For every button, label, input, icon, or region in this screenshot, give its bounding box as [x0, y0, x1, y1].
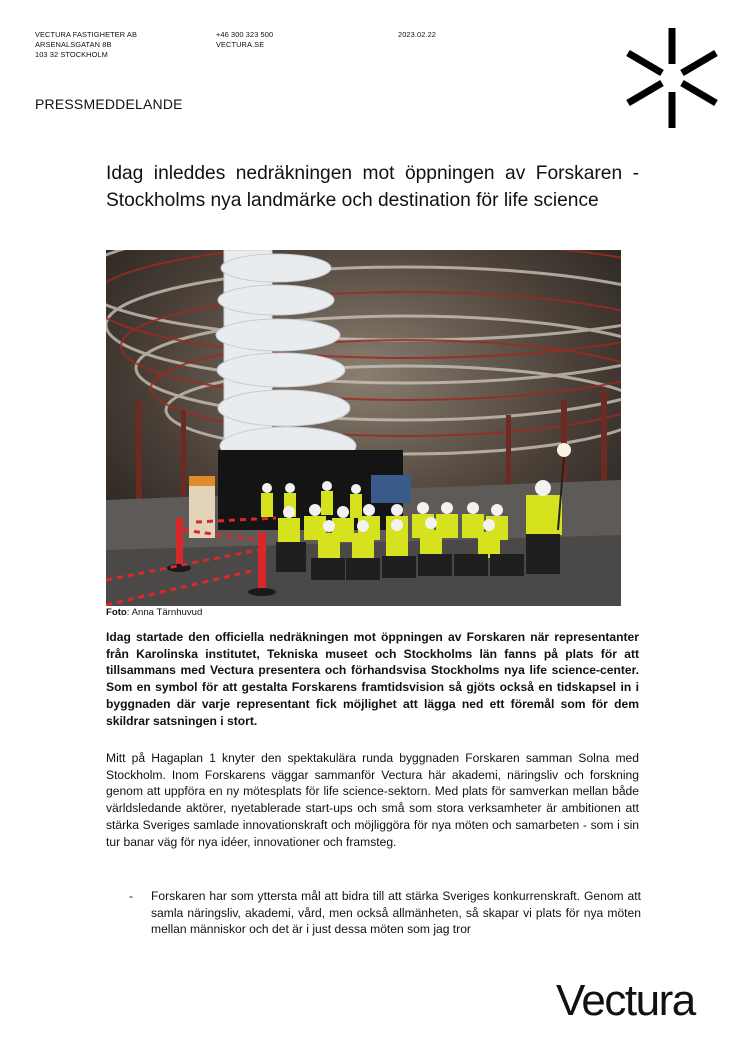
sender-street: ARSENALSGATAN 8B: [35, 40, 112, 49]
sender-company: VECTURA FASTIGHETER AB: [35, 30, 137, 39]
sender-phone: +46 300 323 500: [216, 30, 274, 39]
bullet-text: Forskaren har som yttersta mål att bidra till att stärka Sveriges konkurrenskraft. Genom att samla näringsliv, akademi, vård, men också allmänheten, så skapar vi plats för nya möten mellan människor och det är i just dessa möten som jag tror: [151, 889, 641, 937]
date-text: 2023.02.22: [398, 30, 436, 39]
document-date: [398, 30, 436, 40]
body-paragraph: Mitt på Hagaplan 1 knyter den spektakulära runda byggnaden Forskaren samman Solna med Stockholm. Inom Forskarens väggar sammanför Vectura här akademi, näringsliv och forskning genom att uppföra en ny mötesplats för life science-sektorn. Med plats för samverkan mellan både världsledande aktörer, nyetablerade start-ups och små som stora verksamheter är ambitionen att stärka Sveriges samlade innovationskraft och möjliggöra för nya möten och samarbeten - som i sin tur banar väg för nya idéer, innovationer och framsteg.: [106, 751, 639, 849]
sender-address: [35, 30, 137, 60]
event-photo: [106, 250, 621, 606]
photo-caption: [106, 607, 202, 618]
bullet-marker: -: [129, 889, 134, 903]
vectura-logo-icon: [624, 26, 720, 130]
lead-paragraph: Idag startade den officiella nedräkningen mot öppningen av Forskaren när representanter från Karolinska institutet, Tekniska museet och Stockholms län fanns på plats för att tillsammans med Vectura presentera och förhandsvisa Stockholms nya life science-center. Som en symbol för att gestalta Forskarens framtidsvision så gjöts också en tidskapsel in i byggnaden där varje representant fick möjlighet att lägga ned ett föremål som för dem skildrar satsningen i stort.: [106, 630, 639, 728]
caption-label: Foto: [106, 607, 127, 618]
vectura-wordmark: Vectura: [556, 976, 695, 1025]
document-type: PRESSMEDDELANDE: [35, 96, 183, 112]
caption-credit: : Anna Tärnhuvud: [126, 607, 203, 618]
sender-website: VECTURA.SE: [216, 40, 265, 49]
sender-contact: [216, 30, 273, 50]
sender-city: 103 32 STOCKHOLM: [35, 50, 108, 59]
press-release-title: Idag inleddes nedräkningen mot öppningen av Forskaren - Stockholms nya landmärke och destination för life science: [106, 163, 639, 211]
